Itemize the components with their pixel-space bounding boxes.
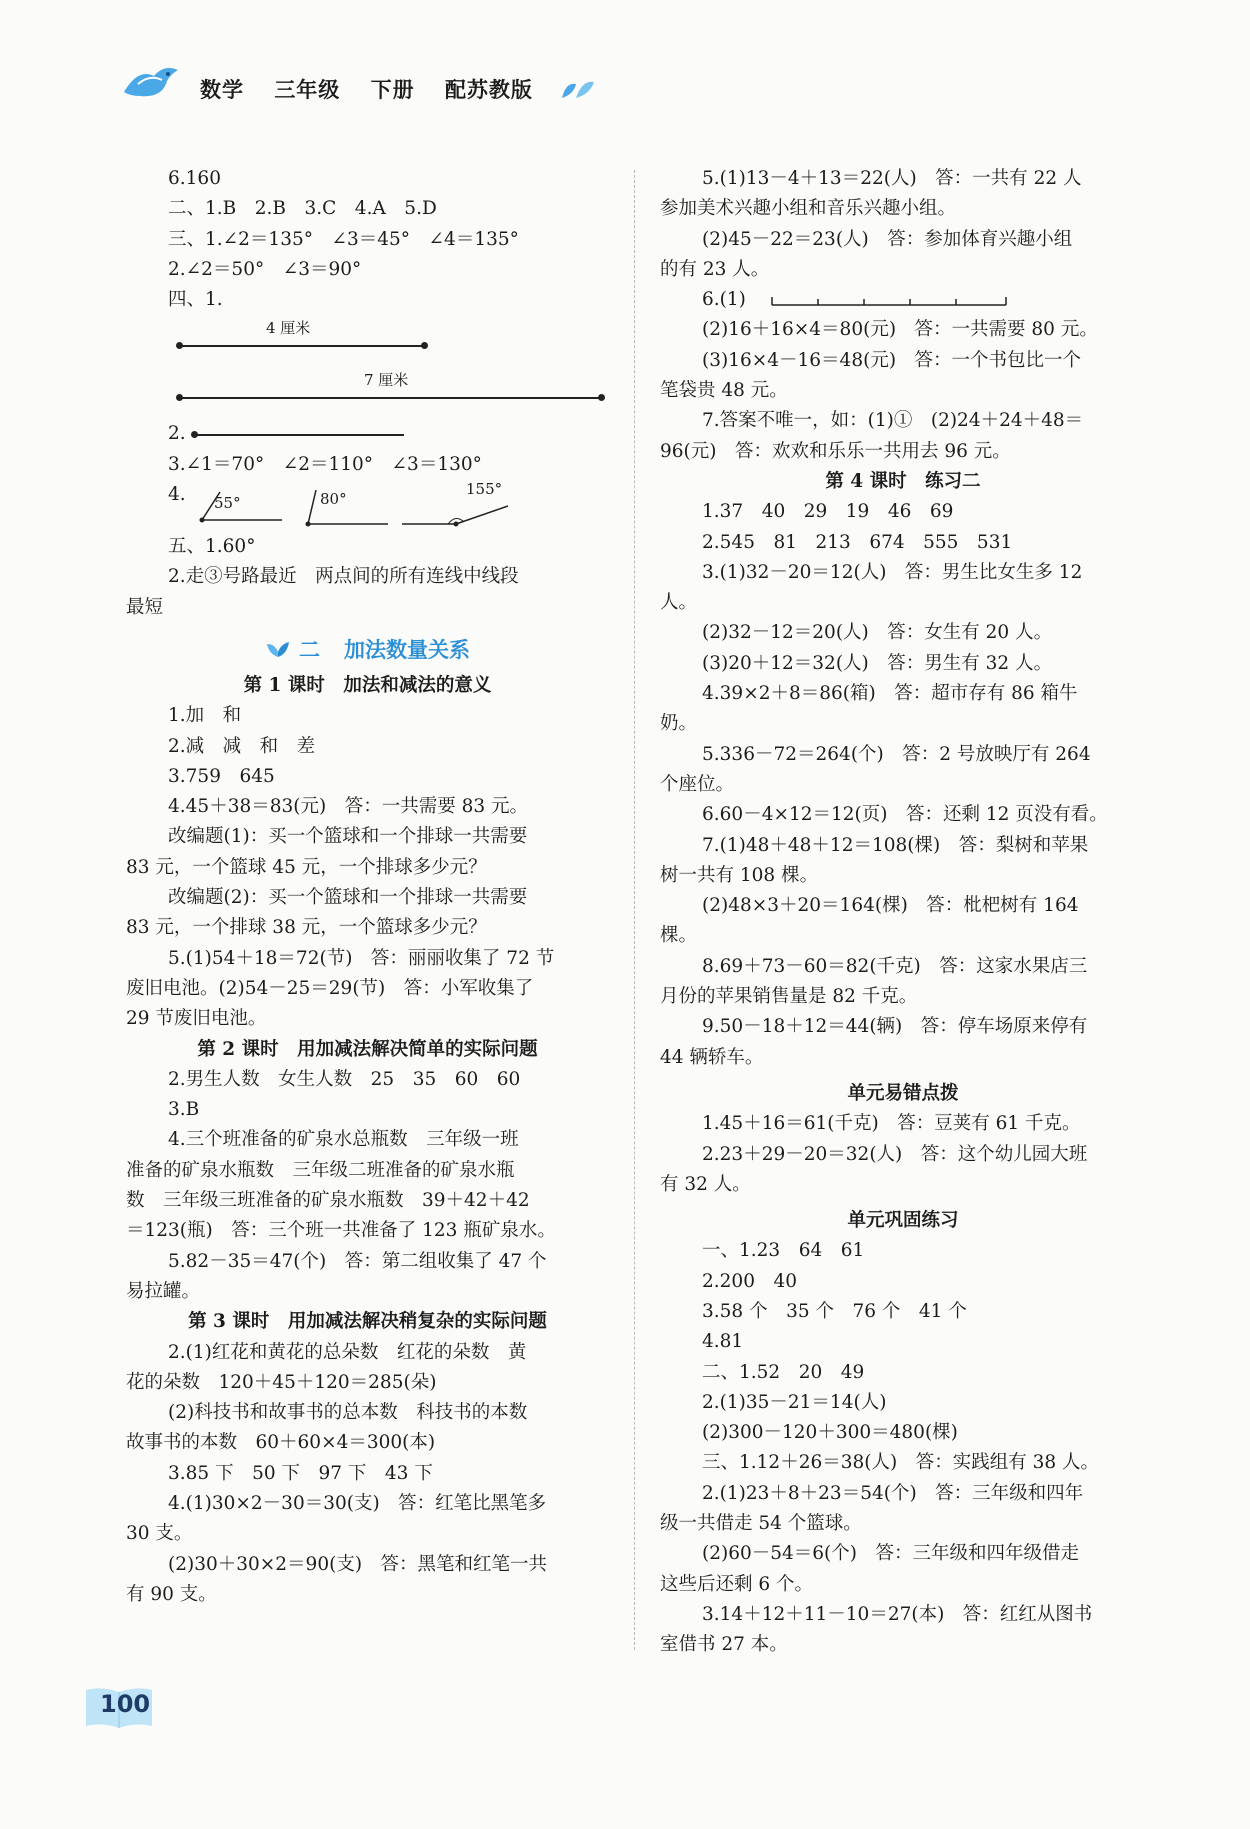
answer-line: (2)60－54＝6(个) 答：三年级和四年级借走 (702, 1543, 1079, 1565)
answer-line: 笔袋贵 48 元。 (660, 380, 788, 402)
answer-line: 4.三个班准备的矿泉水总瓶数 三年级一班 (168, 1129, 519, 1151)
answer-line: 月份的苹果销售量是 82 千克。 (660, 986, 918, 1008)
answer-line: 树一共有 108 棵。 (660, 864, 819, 886)
answer-line: 2.(1)红花和黄花的总朵数 红花的朵数 黄 (168, 1341, 527, 1363)
answer-line: (2)16＋16×4＝80(元) 答：一共需要 80 元。 (702, 319, 1098, 341)
answer-line: 6.(1) (702, 289, 746, 311)
page-number (84, 1686, 154, 1730)
lesson-heading: 第 2 课时 用加减法解决简单的实际问题 (197, 1038, 538, 1060)
answer-line: (2)45－22＝23(人) 答：参加体育兴趣小组 (702, 228, 1073, 250)
answer-line: (2)300－120＋300＝480(棵) (702, 1422, 958, 1444)
answer-line: 一、1.23 64 61 (702, 1240, 865, 1262)
answer-line: 5.(1)54＋18＝72(节) 答：丽丽收集了 72 节 (168, 947, 555, 969)
segment-label: 7 厘米 (364, 371, 409, 390)
answer-line: 3.759 645 (168, 765, 275, 787)
answer-line: 1.45＋16＝61(千克) 答：豆荚有 61 千克。 (702, 1113, 1081, 1135)
answer-line: 2.(1)23＋8＋23＝54(个) 答：三年级和四年 (702, 1482, 1084, 1504)
ray-row (126, 419, 609, 449)
answer-line: 五、1.60° (168, 536, 256, 558)
answer-line: 4.39×2＋8＝86(箱) 答：超市存有 86 箱牛 (702, 683, 1078, 705)
angle-label: 55° (214, 494, 241, 513)
answer-line: ＝123(瓶) 答：三个班一共准备了 123 瓶矿泉水。 (126, 1220, 556, 1242)
segment-line (179, 345, 424, 347)
answer-line: 2.545 81 213 674 555 531 (702, 531, 1013, 553)
answer-line: 人。 (660, 592, 698, 614)
answer-line: 2.23＋29－20＝32(人) 答：这个幼儿园大班 (702, 1143, 1088, 1165)
section-heading: 单元巩固练习 (847, 1210, 959, 1232)
lesson-heading: 第 1 课时 加法和减法的意义 (243, 674, 492, 696)
answer-line: 1.37 40 29 19 46 69 (702, 501, 954, 523)
answer-line: 有 90 支。 (126, 1583, 217, 1605)
answer-line: 9.50－18＋12＝44(辆) 答：停车场原来停有 (702, 1016, 1088, 1038)
section-heading: 单元易错点拨 (847, 1082, 959, 1104)
page-header (120, 62, 640, 112)
answer-line: 3.14＋12＋11－10＝27(本) 答：红红从图书 (702, 1603, 1093, 1625)
answer-line: 2.200 40 (702, 1270, 798, 1292)
page-number-text: 100 (100, 1690, 151, 1718)
answer-line: 3.∠1＝70° ∠2＝110° ∠3＝130° (168, 453, 482, 475)
answer-line: (3)16×4－16＝48(元) 答：一个书包比一个 (702, 349, 1082, 371)
answer-line: 4. (168, 484, 186, 506)
answer-line: 3.58 个 35 个 76 个 41 个 (702, 1300, 967, 1322)
answer-line: 个座位。 (660, 773, 735, 795)
answer-line: 改编题(2)：买一个篮球和一个排球一共需要 (168, 887, 528, 909)
answer-line: 83 元，一个篮球 45 元，一个排球多少元？ (126, 856, 487, 878)
answer-line: 参加美术兴趣小组和音乐兴趣小组。 (660, 198, 957, 220)
answer-line: 2.减 减 和 差 (168, 735, 316, 757)
answer-line: 数 三年级三班准备的矿泉水瓶数 39＋42＋42 (126, 1190, 530, 1212)
segment-endpoint (421, 342, 428, 349)
angle-label: 155° (466, 480, 503, 499)
right-column (660, 164, 1146, 1661)
segment-line (179, 397, 601, 399)
segment-label: 4 厘米 (266, 319, 311, 338)
answer-line: 三、1.∠2＝135° ∠3＝45° ∠4＝135° (168, 228, 519, 250)
answer-line: 2.男生人数 女生人数 25 35 60 60 (168, 1068, 521, 1090)
answer-line: 准备的矿泉水瓶数 三年级二班准备的矿泉水瓶 (126, 1159, 515, 1181)
answer-line: 2.走③号路最近 两点间的所有连线中线段 (168, 566, 519, 588)
answer-line: 奶。 (660, 713, 698, 735)
answer-line: 3.(1)32－20＝12(人) 答：男生比女生多 12 (702, 561, 1083, 583)
answer-line: 5.336－72＝264(个) 答：2 号放映厅有 264 (702, 743, 1091, 765)
answer-line: 1.加 和 (168, 705, 242, 727)
answer-line: 棵。 (660, 925, 698, 947)
unit-name: 加法数量关系 (344, 637, 470, 662)
answer-line: 这些后还剩 6 个。 (660, 1573, 814, 1595)
number-line-row (660, 285, 1146, 315)
answer-line: 二、1.B 2.B 3.C 4.A 5.D (168, 198, 437, 220)
sprout-icon (265, 640, 291, 658)
column-divider (634, 170, 635, 1650)
answer-line: 4.81 (702, 1331, 744, 1353)
answer-line: 96(元) 答：欢欢和乐乐一共用去 96 元。 (660, 440, 1011, 462)
bar-model-line (770, 291, 1010, 309)
answer-line: (3)20＋12＝32(人) 答：男生有 32 人。 (702, 652, 1053, 674)
answer-line: 3.85 下 50 下 97 下 43 下 (168, 1462, 433, 1484)
answer-line: (2)科技书和故事书的总本数 科技书的本数 (168, 1402, 528, 1424)
answer-line: 29 节废旧电池。 (126, 1008, 267, 1030)
answer-line: 2. (168, 423, 186, 445)
answer-line: 四、1. (168, 289, 223, 311)
answer-line: 8.69＋73－60＝82(千克) 答：这家水果店三 (702, 955, 1088, 977)
answer-line: 2.∠2＝50° ∠3＝90° (168, 258, 362, 280)
unit-number: 二 (299, 637, 320, 662)
answer-line: 3.B (168, 1099, 200, 1121)
answer-line: 二、1.52 20 49 (702, 1361, 865, 1383)
answer-line: 6.60－4×12＝12(页) 答：还剩 12 页没有看。 (702, 804, 1108, 826)
answer-line: 故事书的本数 60＋60×4＝300(本) (126, 1432, 436, 1454)
answer-line: 5.82－35＝47(个) 答：第二组收集了 47 个 (168, 1250, 547, 1272)
angle-drawings (126, 480, 609, 532)
book-title (200, 74, 555, 104)
answer-line: 三、1.12＋26＝38(人) 答：实践组有 38 人。 (702, 1452, 1100, 1474)
answer-line: (2)32－12＝20(人) 答：女生有 20 人。 (702, 622, 1053, 644)
answer-line: 级一共借走 54 个篮球。 (660, 1513, 862, 1535)
answer-line: 44 辆轿车。 (660, 1046, 764, 1068)
lesson-heading: 第 4 课时 练习二 (825, 470, 981, 492)
lesson-heading: 第 3 课时 用加减法解决稍复杂的实际问题 (188, 1311, 547, 1333)
subject-label: 数学 (200, 78, 244, 102)
answer-line: 花的朵数 120＋45＋120＝285(朵) (126, 1371, 437, 1393)
angle-label: 80° (320, 490, 347, 509)
answer-line: 易拉罐。 (126, 1280, 201, 1302)
answer-line: 4.45＋38＝83(元) 答：一共需要 83 元。 (168, 796, 529, 818)
ray-line (194, 434, 404, 436)
answer-line: (2)30＋30×2＝90(支) 答：黑笔和红笔一共 (168, 1553, 548, 1575)
volume-label: 下册 (370, 78, 415, 102)
answer-line: 最短 (126, 596, 164, 618)
segment-7cm (126, 367, 609, 419)
left-column (126, 164, 609, 1610)
answer-line: 室借书 27 本。 (660, 1634, 788, 1656)
answer-line: 7.(1)48＋48＋12＝108(棵) 答：梨树和苹果 (702, 834, 1089, 856)
leaf-icon (560, 80, 596, 100)
answer-line: (2)48×3＋20＝164(棵) 答：枇杷树有 164 (702, 895, 1079, 917)
answer-line: 有 32 人。 (660, 1173, 751, 1195)
answer-line: 83 元，一个排球 38 元，一个篮球多少元？ (126, 917, 487, 939)
answer-line: 废旧电池。(2)54－25＝29(节) 答：小军收集了 (126, 977, 534, 999)
grade-label: 三年级 (274, 78, 341, 102)
answer-line: 2.(1)35－21＝14(人) (702, 1391, 887, 1413)
answer-line: 4.(1)30×2－30＝30(支) 答：红笔比黑笔多 (168, 1492, 547, 1514)
answer-line: 改编题(1)：买一个篮球和一个排球一共需要 (168, 826, 528, 848)
answer-line: 5.(1)13－4＋13＝22(人) 答：一共有 22 人 (702, 168, 1082, 189)
answer-line: 6.160 (168, 168, 221, 189)
bird-logo-icon (120, 62, 184, 104)
answer-line: 7.答案不唯一，如：(1)① (2)24＋24＋48＝ (702, 410, 1084, 432)
unit-heading (126, 627, 609, 671)
edition-label: 配苏教版 (444, 78, 533, 102)
segment-endpoint (598, 394, 605, 401)
answer-line: 的有 23 人。 (660, 258, 770, 280)
segment-4cm (126, 315, 609, 367)
answer-line: 30 支。 (126, 1523, 193, 1545)
